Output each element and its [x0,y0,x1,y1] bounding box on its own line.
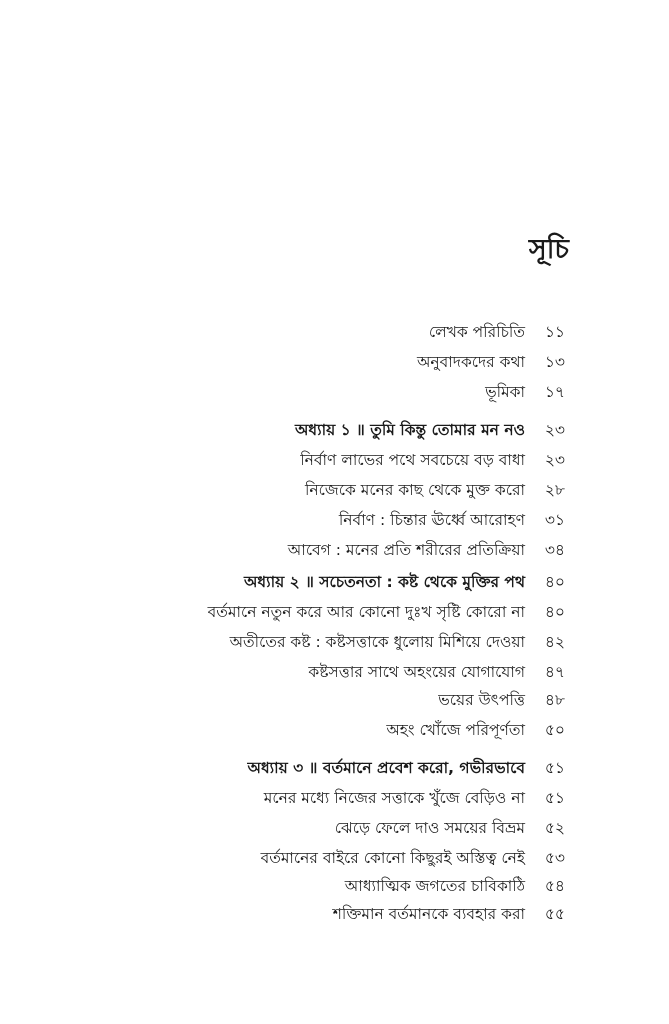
toc-entry-title: আধ্যাত্মিক জগতের চাবিকাঠি [344,877,525,895]
toc-entry[interactable] [208,600,565,626]
toc-entry-page: ৫০ [544,721,565,739]
toc-chapter-title: অধ্যায় ৩ ॥ বর্তমানে প্রবেশ করো, গভীরভাবে [247,759,525,777]
toc-entry-page: ৫৫ [544,905,565,923]
toc-entry-title: আবেগ : মনের প্রতি শরীরের প্রতিক্রিয়া [287,541,525,559]
toc-chapter-title: অধ্যায় ২ ॥ সচেতনতা : কষ্ট থেকে মুক্তির পথ [243,573,525,591]
toc-entry-page: ৪৭ [544,663,565,681]
toc-entry-translators-note[interactable] [417,350,565,376]
toc-entry-page: ৪২ [544,633,565,651]
toc-entry[interactable] [339,508,565,534]
toc-entry[interactable] [288,538,565,564]
toc-entry-title: অহং খোঁজে পরিপূর্ণতা [386,721,525,739]
toc-entry-title: ভয়ের উৎপত্তি [438,691,525,709]
toc-entry[interactable] [335,816,565,842]
toc-entry-page: ২৮ [544,481,565,499]
toc-entry-title: কষ্টসত্তার সাথে অহংয়ের যোগাযোগ [308,663,525,681]
toc-entry[interactable] [261,846,565,872]
toc-entry-title: অতীতের কষ্ট : কষ্টসত্তাকে ধুলোয় মিশিয়ে দেওয়া [229,633,525,651]
toc-entry[interactable] [333,902,565,928]
toc-entry-page: ৪৮ [544,691,565,709]
toc-entry-title: অনুবাদকদের কথা [417,353,525,371]
toc-entry-title: নিজেকে মনের কাছ থেকে মুক্ত করো [305,481,525,499]
page-title: সূচি [528,234,569,265]
toc-entry-page: ৫২ [544,819,565,837]
toc-entry-page: ১৭ [544,383,565,401]
toc-chapter-title: অধ্যায় ১ ॥ তুমি কিন্তু তোমার মন নও [294,421,525,439]
toc-chapter-2[interactable] [244,570,565,596]
toc-entry-title: মনের মধ্যে নিজের সত্তাকে খুঁজে বেড়িও না [263,789,525,807]
toc-entry-title: বর্তমানের বাইরে কোনো কিছুরই অস্তিত্ব নেই [260,849,525,867]
toc-entry-title: নির্বাণ লাভের পথে সবচেয়ে বড় বাধা [300,451,525,469]
toc-entry-title: ঝেড়ে ফেলে দাও সময়ের বিভ্রম [334,819,525,837]
toc-entry-title: শক্তিমান বর্তমানকে ব্যবহার করা [332,905,525,923]
toc-entry-page: ২৩ [544,451,565,469]
toc-entry-page: ৫৩ [544,849,565,867]
toc-entry[interactable] [438,688,565,714]
toc-entry-title: ভূমিকা [485,383,525,401]
toc-entry-page: ৪০ [544,603,565,621]
toc-entry[interactable] [230,630,565,656]
toc-chapter-3[interactable] [248,756,565,782]
toc-entry[interactable] [345,874,565,900]
toc-entry[interactable] [264,786,565,812]
toc-entry[interactable] [305,478,565,504]
toc-entry-preface[interactable] [485,380,565,406]
toc-entry[interactable] [386,718,565,744]
toc-entry-author-intro[interactable] [429,320,565,346]
toc-chapter-page: ৫১ [544,759,565,777]
toc-entry-page: ১৩ [544,353,565,371]
toc-entry[interactable] [300,448,565,474]
toc-entry-page: ৫১ [544,789,565,807]
toc-chapter-page: ২৩ [544,421,565,439]
toc-entry-title: বর্তমানে নতুন করে আর কোনো দুঃখ সৃষ্টি কোরো না [207,603,525,621]
toc-entry-title: লেখক পরিচিতি [428,323,525,341]
toc-entry-page: ১১ [544,323,565,341]
toc-entry[interactable] [308,660,565,686]
toc-entry-title: নির্বাণ : চিন্তার ঊর্ধ্বে আরোহণ [338,511,525,529]
toc-chapter-1[interactable] [295,418,565,444]
toc-entry-page: ৫৪ [544,877,565,895]
toc-chapter-page: ৪০ [544,573,565,591]
toc-entry-page: ৩১ [544,511,565,529]
toc-entry-page: ৩৪ [544,541,565,559]
